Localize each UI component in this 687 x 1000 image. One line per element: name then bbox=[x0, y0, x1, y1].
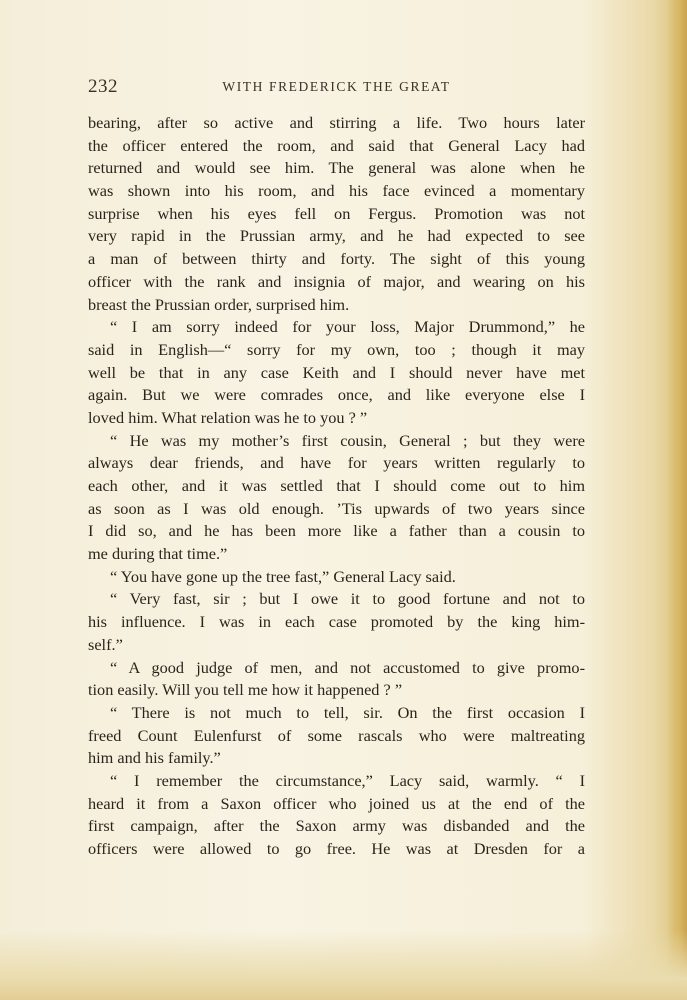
text-line: I did so, and he has been more like a father than a cousin to bbox=[88, 521, 585, 541]
text-line: “ I remember the circumstance,” Lacy said, warmly. “ I bbox=[110, 770, 585, 790]
text-line: as soon as I was old enough. ’Tis upwards of two years since bbox=[88, 498, 585, 518]
body-text bbox=[88, 112, 585, 861]
text-line: well be that in any case Keith and I should never have met bbox=[88, 362, 585, 382]
page-header bbox=[88, 76, 585, 98]
text-line: each other, and it was settled that I should come out to him bbox=[88, 476, 585, 495]
text-line: freed Count Eulenfurst of some rascals who were maltreating bbox=[88, 725, 585, 745]
text-line: the officer entered the room, and said that General Lacy had bbox=[88, 135, 585, 155]
text-line: said in English—“ sorry for my own, too ; though it may bbox=[88, 339, 585, 359]
page-edge-shading bbox=[667, 0, 687, 1000]
text-line: surprise when his eyes fell on Fergus. Promotion was not bbox=[88, 203, 585, 223]
text-line: was shown into his room, and his face evinced a momentary bbox=[88, 181, 585, 201]
text-line: “ He was my mother’s first cousin, General ; but they were bbox=[110, 430, 585, 450]
text-line: loved him. What relation was he to you ? ” bbox=[88, 407, 368, 427]
page-number: 232 bbox=[88, 76, 118, 97]
text-line: “ Very fast, sir ; but I owe it to good fortune and not to bbox=[110, 589, 585, 609]
text-line: first campaign, after the Saxon army was disbanded and the bbox=[88, 816, 585, 836]
text-line: officer with the rank and insignia of major, and wearing on his bbox=[88, 271, 585, 291]
running-title: WITH FREDERICK THE GREAT bbox=[222, 79, 451, 94]
text-line: “ You have gone up the tree fast,” General Lacy said. bbox=[110, 566, 456, 586]
text-line: a man of between thirty and forty. The sight of this young bbox=[88, 249, 585, 269]
text-line: heard it from a Saxon officer who joined us at the end of the bbox=[88, 793, 585, 813]
text-line: self.” bbox=[88, 634, 123, 654]
text-line: returned and would see him. The general was alone when he bbox=[88, 158, 585, 178]
text-line: breast the Prussian order, surprised him. bbox=[88, 294, 350, 314]
text-line: tion easily. Will you tell me how it happened ? ” bbox=[88, 680, 403, 700]
text-line: “ A good judge of men, and not accustomed to give promo- bbox=[110, 657, 585, 677]
text-line: bearing, after so active and stirring a life. Two hours later bbox=[88, 113, 585, 132]
text-line: officers were allowed to go free. He was at Dresden for a bbox=[88, 839, 585, 858]
text-line: his influence. I was in each case promoted by the king him- bbox=[88, 612, 585, 632]
text-line: very rapid in the Prussian army, and he had expected to see bbox=[88, 226, 585, 246]
text-line: always dear friends, and have for years written regularly to bbox=[88, 453, 585, 473]
text-line: me during that time.” bbox=[88, 544, 228, 564]
text-line: “ I am sorry indeed for your loss, Major Drummond,” he bbox=[110, 317, 585, 337]
text-line: him and his family.” bbox=[88, 748, 221, 768]
text-line: again. But we were comrades once, and like everyone else I bbox=[88, 385, 585, 405]
page-bottom-shading bbox=[0, 930, 687, 1000]
text-line: “ There is not much to tell, sir. On the first occasion I bbox=[110, 702, 585, 722]
